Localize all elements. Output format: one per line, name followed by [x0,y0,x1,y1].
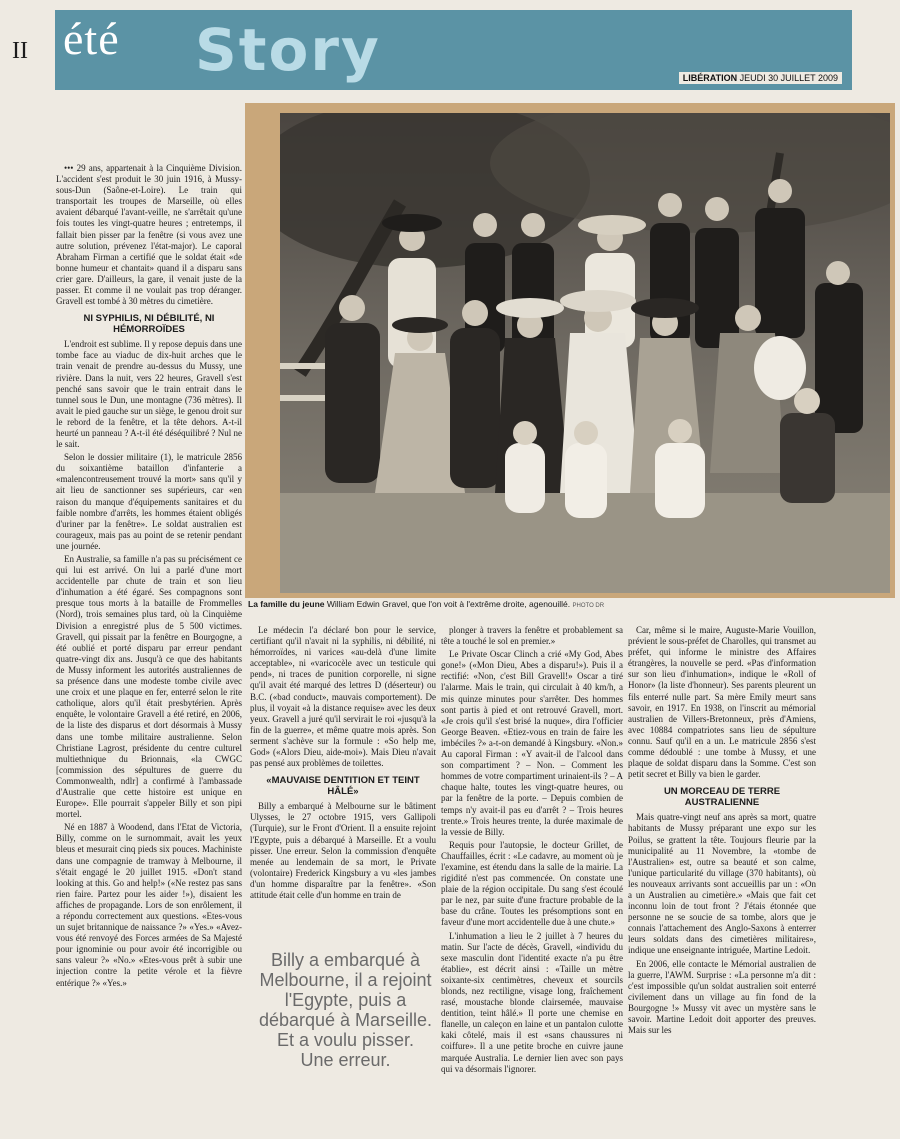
paragraph: Le médecin l'a déclaré bon pour le service, certifiant qu'il n'avait ni la syphilis, ni débilité, ni hémorroïdes, ni varices «au-delà d'une limite acceptable», ni «varicocèle avec un testicule qui pend», ni traces de punition corporelle, ni signe qu'il avait été marqué des lettres D (déserteur) ou B.C. («bad conduct», mauvais comportement). De plus, il voyait «à la distance requise» avec les deux yeux. Gravell a juré qu'il servirait le roi «jusqu'à la fin de la guerre», et même quatre mois après. Son serment s'achève sur la formule : «So help me, God» («Alors Dieu, aide-moi»). Mais Dieu n'avait pas pensé aux problèmes de toilettes. [250,625,436,769]
photo-caption [248,599,888,609]
paragraph: Car, même si le maire, Auguste-Marie Vouillon, prévient le sous-préfet de Charolles, qui transmet au préfet, qui informe le ministre des Affaires étrangères, la nouvelle se perd. «Pas d'information sur son lieu d'inhumation», indique le «Roll of Honor» (la liste d'honneur). Ses parents pleurent un fils enterré nulle part. Sa mère Emily meurt sans savoir, en 1917. En 1938, on l'inscrit au mémorial australien de Villers-Bretonneux, près d'Amiens, avec 10884 compatriotes sans lieu de sépulture connu. Sauf qu'il en a un. Le matricule 2856 s'est comme dédoublé : une tombe à Mussy, et une plaque de soldat disparu dans la Somme. C'est son petit secret et Billy va bien le garder. [628,625,816,780]
article-column-4 [628,625,816,1120]
subheading: NI SYPHILIS, NI DÉBILITÉ, NI HÉMORROÏDES [83,313,215,336]
family-photo [280,113,890,593]
paragraph: Billy a embarqué à Melbourne sur le bâtiment Ulysses, le 27 octobre 1915, vers Gallipoli (Turquie), sur le Front d'Orient. Il a ensuite rejoint l'Egypte, puis a débarqué à Marseille. Et a voulu pisser. Une erreur. Selon la commission d'enquête menée au lendemain de sa mort, le Private (volontaire) Frederick Kingsbury a vu «les jambes d'un homme disparaître par la fenêtre». «Son attitude était celle d'un homme en train de [250,801,436,900]
subheading: UN MORCEAU DE TERRE AUSTRALIENNE [663,786,781,809]
paragraph: En Australie, sa famille n'a pas su précisément ce qui lui est arrivé. On lui a parlé d'une mort accidentelle par chute de train et son lieu d'inhumation a été égaré. Ses compagnons sont presque tous morts à la bataille de Frommelles (Nord), trois semaines plus tard, où la Cinquième Division a enregistré plus de 5 500 victimes. Gravell, qui pissait par la fenêtre en Bourgogne, a été oublié et porté disparu par erreur pendant quatre-vingt dix ans. Jusqu'à ce que des habitants de Mussy informent les autorités australiennes de sa présence dans une modeste tombe civile avec une croix et une plaque en fer, enterré selon le rite catholique, alors qu'il était presbytérien. Après enquête, le volontaire Gravell a été retiré, en 2006, de la liste des disparus et dort désormais à Mussy dans une tombe militaire australienne. Selon Christiane Lagrost, présidente du centre culturel multiethnique du Brionnais, «la CWGC [commission des sépultures de guerre du Commonwealth, ndlr] a confirmé à l'ambassade d'Australie que cette histoire est unique en Europe». Elle pourrait s'appeler Billy et son pipi mortel. [56,554,242,820]
issue-line [679,72,842,84]
paragraph: Mais quatre-vingt neuf ans après sa mort, quatre habitants de Mussy préparant une expo sur les Poilus, se grattent la tête. Toujours fleurie par la municipalité au 11 Novembre, la «tombe de l'Australien» est, outre sa beauté et son calme, l'unique particularité du village (370 habitants), où les nouveaux arrivants sont accueillis par un : «On a un Australien au cimetière.» «Mais que fait cet inconnu loin de tout front ? J'étais étonnée que personne ne se soucie de sa tombe, alors que je connais l'attachement des Anglo-Saxons à enterrer leurs soldats dans des cimetières militaires», indique une enseignante intriguée, Martine Ledoit. [628,812,816,956]
section-masthead [55,10,852,90]
caption-text: William Edwin Gravel, que l'on voit à l'extrême droite, agenouillé. [324,599,571,609]
paragraph: L'inhumation a lieu le 2 juillet à 7 heures du matin. Sur l'acte de décès, Gravell, «individu du sexe masculin dont l'identité exacte n'a pu être établie», est décrit ainsi : «Taille un mètre soixante-six centimètres, cheveux et sourcils blonds, nez rectiligne, visage long, fraîchement rasé, moustache blonde clairsemée, mauvaise dentition, teint hâlé.» Il porte une chemise en flanelle, un caleçon en laine et un pantalon culotte kaki côtelé, mais il est «sans chaussures ni coiffure». Il a une petite broche en cuivre jaune marquée Australia. Le dernier lien avec son pays qui va désormais l'ignorer. [441,930,623,1074]
article-column-2 [250,625,436,925]
caption-lead: La famille du jeune [248,599,325,609]
article-column-1 [56,163,242,1118]
page-number: II [12,38,28,64]
paragraph: En 2006, elle contacte le Mémorial australien de la guerre, l'AWM. Surprise : «La personne m'a dit : c'est impossible qu'un soldat australien soit enterré civilement dans un village au fin fond de la Bourgogne !» Mussy vit avec un mystère sans le savoir. Martine Ledoit doit apporter des preuves. Mais sur les [628,958,816,1036]
pull-quote: Billy a embarqué à Melbourne, il a rejoint l'Egypte, puis a débarqué à Marseille. Et a voulu pisser. Une erreur. [258,950,433,1070]
subheading: «MAUVAISE DENTITION ET TEINT HÂLÉ» [266,775,420,798]
paragraph: ••• 29 ans, appartenait à la Cinquième Division. L'accident s'est produit le 30 juin 1916, à Mussy-sous-Dun (Saône-et-Loire). Le train qui transportait les troupes de Marseille, où elles avaient débarqué l'avant-veille, ne s'arrêtait qu'une fois toutes les vingt-quatre heures ; entretemps, il fallait bien pisser par la fenêtre (si vous avez une autre solution, prévenez l'état-major). Le caporal Abraham Firman a certifié que le soldat était «de bonne humeur et chantait» quand il a disparu sans crier gare. D'ailleurs, la gare, il venait juste de la passer. Et comme il ne voulait pas trop déranger. Gravell est tombé à 30 mètres du cimetière. [56,163,242,307]
paper-name: LIBÉRATION [682,73,738,83]
issue-date: JEUDI 30 JUILLET 2009 [739,73,838,83]
paragraph: Requis pour l'autopsie, le docteur Grillet, de Chauffailles, écrit : «Le cadavre, au moment où je l'examine, est étendu dans la salle de la mairie. La rigidité n'est pas commencée. On constate une plaie de la région occipitale. Du sang s'est écoulé par le nez, par suite d'une fracture probable de la base du crâne. Toutes les présomptions sont en faveur d'une mort accidentelle due à une chute.» [441,839,623,928]
family-photo-image [280,113,890,593]
paragraph: Selon le dossier militaire (1), le matricule 2856 du soixantième bataillon d'infanterie a «malencontreusement trouvé la mort» sans qu'il y ait lieu de sanctionner ses supérieurs, car «en raison du manque d'équipements sanitaires et du faible nombre d'arrêts, les hommes étaient obligés d'uriner par la fenêtre». Le soldat australien est courageux, mais pas au point de se retenir pendant une journée. [56,452,242,551]
paragraph: plonger à travers la fenêtre et probablement sa tête a touché le sol en premier.» [441,625,623,647]
section-title: Story [195,16,381,84]
paragraph: Le Private Oscar Clinch a crié «My God, Abes gone!» («Mon Dieu, Abes a disparu!»). Puis il a rectifié: «Non, c'est Bill Gravell!» Oscar a tiré l'alarme. Mais le train, qui circulait à 40 km/h, a mis quinze minutes pour s'arrêter. Des hommes sont partis à pied et ont retrouvé Gravell, mort. «Je crois qu'il s'est brisé la nuque», dira l'officier George Beaven. «Etiez-vous en train de faire les imbéciles ?» a-t-on demandé à Kingsbury. «Non.» Au caporal Firman : «Y avait-il de l'alcool dans son compartiment ? – Non. – Comment les hommes de votre compartiment urinaient-ils ? – A chaque halte, toutes les vingt-quatre heures, ou par la fenêtre de la porte. – Depuis combien de temps n'y avait-il pas eu d'arrêt ? – Trois heures trente.» Trois heures trente, la durée maximale de la vessie de Billy. [441,649,623,837]
photo-credit: PHOTO DR [572,603,605,609]
paragraph: Né en 1887 à Woodend, dans l'Etat de Victoria, Billy, comme on le surnommait, avait les yeux bleus et mesurait cinq pieds six pouces. Machiniste dans une compagnie de tramway à Melbourne, il s'était engagé le 20 juillet 1915. «Don't stand looking at this. Go and help!» («Ne restez pas sans rien faire. Partez pour les aider !»), disaient les affiches de propagande. Lors de son enrôlement, il a répondu correctement aux questions. «Etes-vous un sujet britannique de naissance ?» «Yes.» «Avez-vous été renvoyé des Forces armées de Sa Majesté pour ignominie ou pour avoir été incorrigible ou sans valeur ?» «No.» «Etes-vous prêt à subir une injection contre la petite vérole et la fièvre entérique ?» «Yes.» [56,822,242,988]
paragraph: L'endroit est sublime. Il y repose depuis dans une tombe face au viaduc de dix-huit arches que le train venait de prendre au-dessus du Mussy, une rivière. Dans la nuit, vers 22 heures, Gravell s'est penché sans savoir que le train entrait dans le tunnel sous le Dun, une montagne (736 mètres). Il avait le pied gauche sur un siège, le genou droit sur le rebord de la fenêtre, et la tête dehors. A-t-il heurté un panneau ? A-t-il été déséquilibré ? Nul ne le sait. [56,339,242,450]
article-column-3 [441,625,623,1120]
section-name: été [63,13,120,64]
